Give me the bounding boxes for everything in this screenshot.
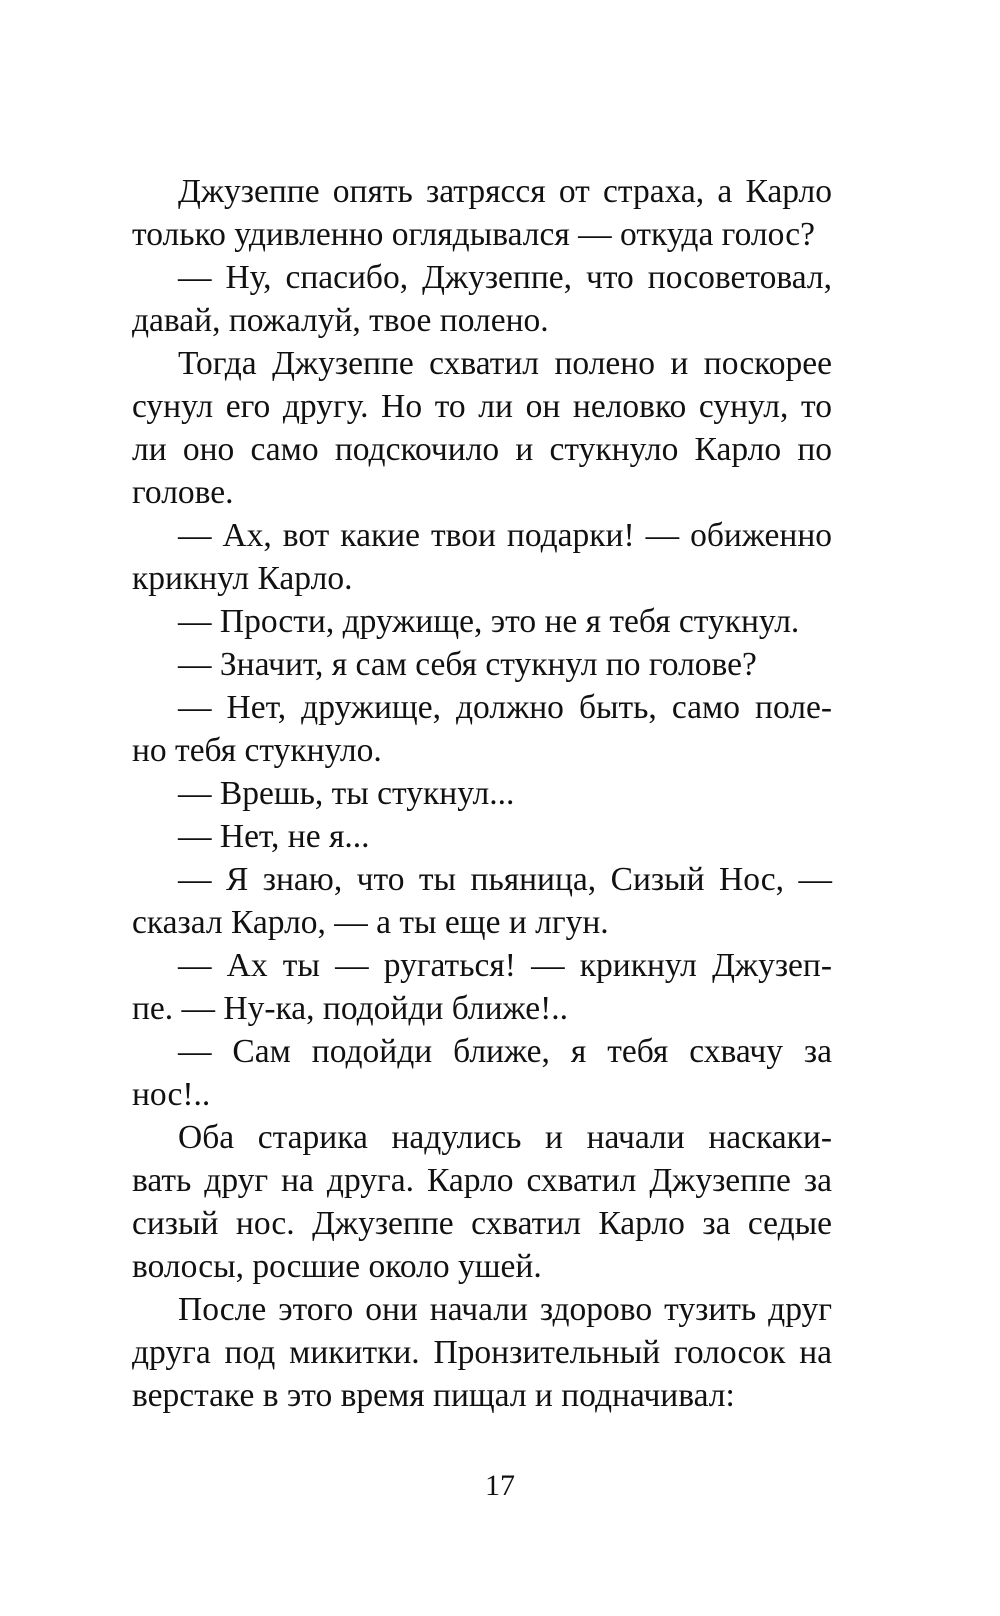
text-line: сизый нос. Джузеппе схватил Карло за седые xyxy=(132,1205,832,1242)
text-line: давай, пожалуй, твое полено. xyxy=(132,302,549,339)
text-line: — Сам подойди ближе, я тебя схвачу за xyxy=(178,1033,832,1070)
page-number: 17 xyxy=(485,1469,515,1502)
text-line: — Ах, вот какие твои подарки! — обиженно xyxy=(178,517,832,554)
text-line: — Нет, дружище, должно быть, само поле- xyxy=(178,689,832,726)
text-line: только удивленно оглядывался — откуда голос? xyxy=(132,216,815,253)
text-line: вать друг на друга. Карло схватил Джузеппе за xyxy=(132,1162,832,1199)
text-line: Оба старика надулись и начали наскаки- xyxy=(178,1119,832,1156)
text-line: сказал Карло, — а ты еще и лгун. xyxy=(132,904,609,941)
text-line: — Нет, не я... xyxy=(178,818,370,855)
text-line: После этого они начали здорово тузить друг xyxy=(178,1291,832,1328)
text-line: пе. — Ну-ка, подойди ближе!.. xyxy=(132,990,569,1027)
text-line: — Ну, спасибо, Джузеппе, что посоветовал, xyxy=(178,259,832,296)
text-line: друга под микитки. Пронзительный голосок на xyxy=(132,1334,832,1371)
text-line: ли оно само подскочило и стукнуло Карло по xyxy=(132,431,832,468)
text-line: — Прости, дружище, это не я тебя стукнул. xyxy=(178,603,800,640)
text-line: волосы, росшие около ушей. xyxy=(132,1248,542,1285)
text-line: крикнул Карло. xyxy=(132,560,353,597)
text-line: — Я знаю, что ты пьяница, Сизый Нос, — xyxy=(178,861,832,898)
text-line: — Врешь, ты стукнул... xyxy=(178,775,515,812)
text-line: сунул его другу. Но то ли он неловко сунул, то xyxy=(132,388,832,425)
text-line: голове. xyxy=(132,474,234,511)
text-line: — Ах ты — ругаться! — крикнул Джузеп- xyxy=(178,947,832,984)
text-line: Тогда Джузеппе схватил полено и поскорее xyxy=(178,345,832,382)
text-line: — Значит, я сам себя стукнул по голове? xyxy=(178,646,757,683)
text-line: но тебя стукнуло. xyxy=(132,732,382,769)
text-line: нос!.. xyxy=(132,1076,211,1113)
body-text xyxy=(132,170,832,1417)
text-line: Джузеппе опять затрясся от страха, а Карло xyxy=(178,173,832,210)
text-line: верстаке в это время пищал и подначивал: xyxy=(132,1377,735,1414)
